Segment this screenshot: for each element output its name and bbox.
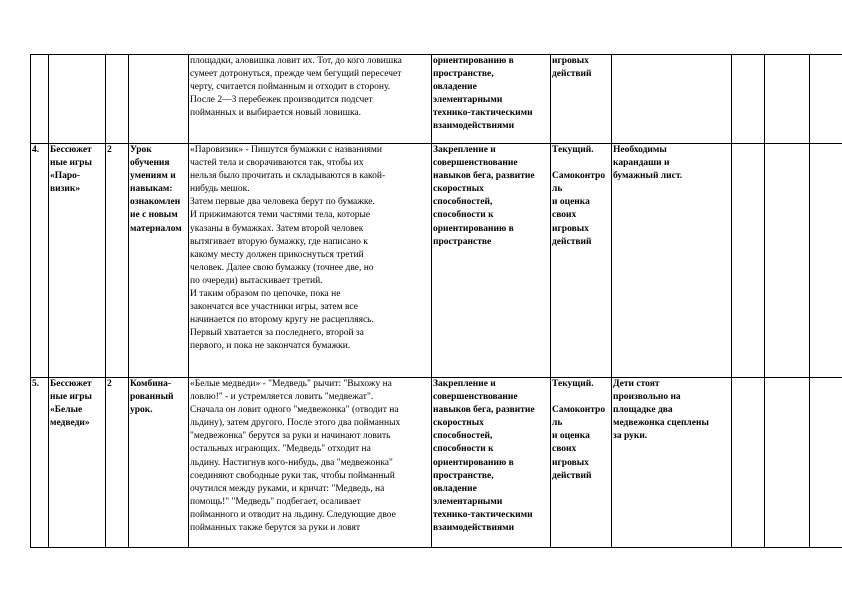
content-cell-line: соединяют свободные руки так, чтобы пойманный: [190, 470, 395, 481]
empty-cell: [810, 144, 842, 378]
content-cell-line: сумеет дотронуться, прежде чем бегущий пересечет: [190, 69, 402, 80]
content-cell-line: «Белые медведи» - "Медведь" рычит: "Выхожу на: [190, 379, 392, 389]
tasks-cell-line: элементарными: [433, 496, 503, 507]
tasks-cell-line: элементарными: [433, 95, 503, 106]
content-cell-line: площадки, аловишка ловит их. Тот, до кого ловишка: [190, 56, 402, 66]
lesson-type-cell: [129, 55, 189, 144]
empty-cell: [765, 144, 810, 378]
content-cell-line: частей тела и сворачиваются так, чтобы их: [190, 158, 364, 169]
tasks-cell-line: технико-тактическими: [433, 108, 533, 119]
tasks-cell-line: ориентированию в: [433, 457, 514, 468]
lesson-type-cell-line: урок.: [130, 405, 153, 416]
content-cell-line: Первый хватается за последнего, второй за: [190, 328, 364, 339]
content-cell-line: черту, считается пойманным и отходит в сторону.: [190, 82, 391, 93]
game-title-cell-line: Бессюжет: [50, 379, 92, 389]
lesson-type-cell-line: ие с новым: [130, 210, 178, 221]
content-cell-line: закончатся все участники игры, затем все: [190, 302, 358, 313]
tasks-cell-line: взаимодействиями: [433, 523, 515, 534]
tasks-cell-line: Закрепление и: [433, 145, 496, 155]
tasks-cell-line: способностей,: [433, 431, 493, 442]
tasks-cell-line: пространстве: [433, 236, 492, 247]
game-title-cell-line: ные игры: [50, 392, 92, 403]
content-cell-line: И таким образом по цепочке, пока не: [190, 289, 341, 300]
equipment-cell: [612, 378, 732, 548]
game-title-cell-line: «Белые: [50, 405, 83, 416]
empty-cell: [810, 378, 842, 548]
table-row: [31, 55, 842, 144]
content-cell-line: помощь!" "Медведь" подбегает, осаливает: [190, 496, 361, 507]
game-title-cell-line: Бессюжет: [50, 145, 92, 155]
equipment-cell-line: медвежонка сцеплены: [613, 418, 709, 429]
empty-cell: [810, 55, 842, 144]
tasks-cell-line: взаимодействиями: [433, 121, 515, 132]
tasks-cell-line: скоростных: [433, 184, 484, 195]
equipment-cell-line: Дети стоят: [613, 379, 660, 389]
lesson-type-cell: [129, 144, 189, 378]
tasks-cell-line: пространстве,: [433, 470, 494, 481]
control-cell-line: действий: [552, 236, 592, 247]
content-cell-line: по очереди) вытаскивает третий.: [190, 275, 323, 286]
tasks-cell-line: ориентированию в: [433, 56, 514, 66]
content-cell-line: льдину), затем другого. После этого два пойманных: [190, 418, 401, 429]
tasks-cell-line: навыков бега, развитие: [433, 405, 535, 416]
tasks-cell-line: технико-тактическими: [433, 509, 533, 520]
hours-cell: [106, 55, 129, 144]
content-cell-line: пойманных и выбирается новый ловишка.: [190, 108, 362, 119]
equipment-cell: [612, 144, 732, 378]
control-cell-line: Текущий.: [552, 145, 594, 155]
control-cell-line: игровых: [552, 457, 589, 468]
content-cell-line: человек. Далее свою бумажку (точнее две, но: [190, 262, 374, 273]
content-cell-line: "медвежонка" берутся за руки и начинают ловить: [190, 431, 391, 442]
tasks-cell-line: совершенствование: [433, 392, 518, 403]
equipment-cell-line: площадке два: [613, 405, 673, 416]
tasks-cell-line: совершенствование: [433, 158, 518, 169]
control-cell-line: [552, 157, 610, 170]
lesson-type-cell-line: Урок: [130, 145, 152, 155]
tasks-cell-line: овладение: [433, 82, 477, 93]
empty-cell: [732, 55, 765, 144]
tasks-cell-line: скоростных: [433, 418, 484, 429]
control-cell-line: действий: [552, 470, 592, 481]
content-cell-line: какому месту должен прикоснуться третий: [190, 249, 364, 260]
tasks-cell-line: навыков бега, развитие: [433, 171, 535, 182]
tasks-cell: [432, 378, 551, 548]
row-number-cell: 4.: [31, 144, 49, 378]
control-cell-line: ль: [552, 418, 563, 429]
content-cell-line: И прижимаются теми частями тела, которые: [190, 210, 371, 221]
control-cell-line: и оценка: [552, 197, 590, 208]
content-cell-line: остальных играющих. "Медведь" отходит на: [190, 444, 371, 455]
content-cell: [189, 144, 432, 378]
control-cell-line: Текущий.: [552, 379, 594, 389]
control-cell-line: игровых: [552, 223, 589, 234]
content-cell-line: После 2—3 перебежек производится подсчет: [190, 95, 373, 106]
tasks-cell: [432, 55, 551, 144]
control-cell-line: Самоконтро: [552, 405, 606, 416]
tasks-cell-line: пространстве,: [433, 69, 494, 80]
content-cell: [189, 378, 432, 548]
tasks-cell-line: ориентированию в: [433, 223, 514, 234]
content-cell-line: первого, и пока не закончатся бумажки.: [190, 341, 351, 352]
lesson-type-cell-line: ознакомлен: [130, 197, 181, 208]
control-cell-line: игровых: [552, 56, 589, 66]
tasks-cell-line: овладение: [433, 483, 477, 494]
control-cell-line: и оценка: [552, 431, 590, 442]
control-cell: [551, 144, 612, 378]
content-cell-line: пойманного и отводит на льдину. Следующие двое: [190, 509, 396, 520]
lesson-plan-table: [30, 54, 842, 548]
content-cell-line: нельзя было прочитать и складываются в какой-: [190, 171, 386, 182]
equipment-cell-line: произвольно на: [613, 392, 681, 403]
content-cell: [189, 55, 432, 144]
game-title-cell: [49, 55, 106, 144]
control-cell-line: своих: [552, 210, 577, 221]
equipment-cell-line: карандаши и: [613, 158, 670, 169]
control-cell-line: своих: [552, 444, 577, 455]
equipment-cell: [612, 55, 732, 144]
lesson-type-cell: [129, 378, 189, 548]
game-title-cell: [49, 378, 106, 548]
control-cell-line: ль: [552, 184, 563, 195]
game-title-cell-line: визик»: [50, 184, 81, 195]
table-row: [31, 144, 842, 378]
content-cell-line: начинается по второму кругу не расцепляясь.: [190, 315, 374, 326]
lesson-type-cell-line: умениям и: [130, 171, 176, 182]
tasks-cell-line: способности к: [433, 210, 494, 221]
content-cell-line: вытягивает вторую бумажку, где написано к: [190, 236, 368, 247]
content-cell-line: ловлю!" - и устремляется ловить "медвежат".: [190, 392, 374, 403]
equipment-cell-line: Необходимы: [613, 145, 667, 155]
content-cell-line: Затем первые два человека берут по бумажке.: [190, 197, 375, 208]
hours-cell: 2: [106, 378, 129, 548]
game-title-cell-line: «Паро-: [50, 171, 81, 182]
empty-cell: [732, 144, 765, 378]
content-cell-line: Сначала он ловит одного "медвежонка" (отводит на: [190, 405, 399, 416]
control-cell-line: действий: [552, 69, 592, 80]
tasks-cell-line: Закрепление и: [433, 379, 496, 389]
row-number-cell: [31, 55, 49, 144]
lesson-type-cell-line: обучения: [130, 158, 170, 169]
empty-cell: [732, 378, 765, 548]
tasks-cell-line: способностей,: [433, 197, 493, 208]
lesson-type-cell-line: навыкам:: [130, 184, 173, 195]
game-title-cell-line: медведи»: [50, 418, 90, 429]
control-cell-line: Самоконтро: [552, 171, 606, 182]
control-cell: [551, 55, 612, 144]
tasks-cell: [432, 144, 551, 378]
table-body: [31, 55, 842, 548]
game-title-cell: [49, 144, 106, 378]
row-number-cell: 5.: [31, 378, 49, 548]
content-cell-line: очутился между руками, и кричат: "Медведь, на: [190, 483, 385, 494]
hours-cell: 2: [106, 144, 129, 378]
equipment-cell-line: бумажный лист.: [613, 171, 683, 182]
table-row: [31, 378, 842, 548]
lesson-type-cell-line: рованный: [130, 392, 174, 403]
content-cell-line: «Паровизик» - Пишутся бумажки с названиями: [190, 145, 383, 155]
empty-cell: [765, 55, 810, 144]
game-title-cell-line: ные игры: [50, 158, 92, 169]
content-cell-line: пойманных также берутся за руки и ловят: [190, 523, 361, 534]
tasks-cell-line: способности к: [433, 444, 494, 455]
control-cell: [551, 378, 612, 548]
content-cell-line: указаны в бумажках. Затем второй человек: [190, 223, 364, 234]
content-cell-line: льдину. Настигнув кого-нибудь, два "медвежонка": [190, 457, 393, 468]
lesson-type-cell-line: Комбина-: [130, 379, 172, 389]
content-cell-line: нибудь мешок.: [190, 184, 250, 195]
control-cell-line: [552, 391, 610, 404]
empty-cell: [765, 378, 810, 548]
lesson-type-cell-line: материалом: [130, 223, 182, 234]
equipment-cell-line: за руки.: [613, 431, 648, 442]
